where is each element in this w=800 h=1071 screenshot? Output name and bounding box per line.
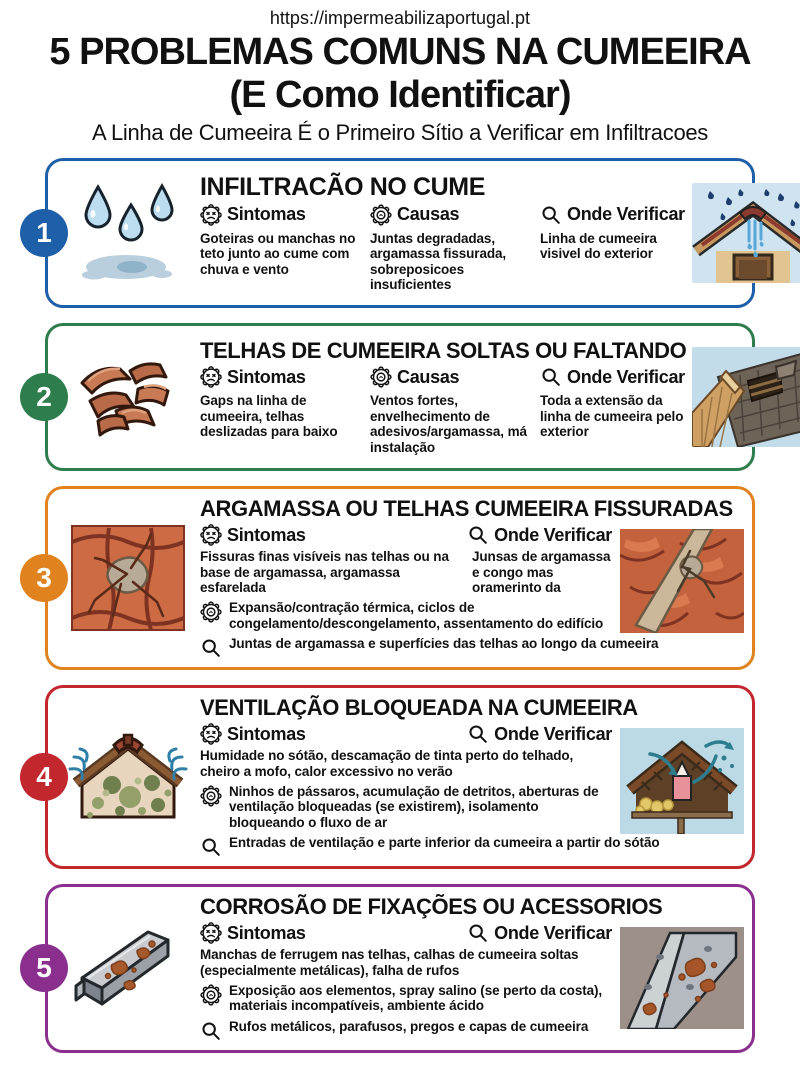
card-4 — [36, 685, 755, 869]
broken-tiles-illustration — [64, 345, 192, 449]
card-5-content — [192, 895, 744, 1042]
rusted-metal-illustration — [64, 916, 192, 1020]
card-2 — [36, 323, 755, 471]
number-badge: 1 — [20, 209, 68, 257]
rain-on-ridge-image — [692, 183, 800, 283]
number-badge: 2 — [20, 373, 68, 421]
magnifier-icon — [200, 637, 222, 659]
verificar-text: Rufos metálicos, parafusos, pregos e capas de cumeeira — [229, 1018, 589, 1034]
sintomas-text: Goteiras ou manchas no teto junto ao cume com chuva e vento — [200, 230, 356, 277]
card-2-content — [192, 339, 690, 455]
onde-text: Toda a extensão da linha de cumeeira pelo exterior — [540, 393, 684, 440]
gear-icon — [200, 984, 222, 1006]
page-subtitle: A Linha de Cumeeira É o Primeiro Sítio a Verificar em Infiltracoes — [91, 120, 709, 146]
card-3 — [36, 486, 755, 670]
sintomas-label: Sintomas — [227, 524, 306, 545]
attic-ventilation-image — [620, 728, 744, 834]
card-title: ARGAMASSA OU TELHAS CUMEEIRA FISSURADAS — [200, 496, 733, 522]
verificar-text: Juntas de argamassa e superfícies das telhas ao longo da cumeeira — [229, 636, 659, 652]
causas-column — [370, 204, 528, 293]
symptom-face-icon — [200, 524, 222, 546]
card-4-content — [192, 696, 744, 858]
sintomas-text: Manchas de ferrugem nas telhas, calhas de cumeeira soltas (especialmente metálicas), falha de rufos — [200, 947, 579, 978]
sintomas-label: Sintomas — [227, 204, 306, 225]
gear-icon — [370, 204, 392, 226]
verificar-text: Entradas de ventilação e parte inferior da cumeeira a partir do sótão — [229, 835, 660, 851]
magnifier-icon — [467, 922, 489, 944]
onde-label: Onde Verificar — [567, 204, 685, 225]
attic-mold-illustration — [64, 723, 192, 831]
card-3-content — [192, 497, 744, 659]
magnifier-icon — [467, 723, 489, 745]
card-title: TELHAS DE CUMEEIRA SOLTAS OU FALTANDO — [200, 338, 687, 364]
missing-tiles-roof-image — [692, 347, 800, 447]
site-url: https://impermeabilizaportugal.pt — [269, 8, 531, 28]
magnifier-icon — [540, 366, 562, 388]
symptom-face-icon — [200, 922, 222, 944]
water-drops-illustration — [64, 181, 192, 285]
onde-label: Onde Verificar — [494, 922, 612, 943]
card-title: VENTILAÇÃO BLOQUEADA NA CUMEEIRA — [200, 695, 638, 721]
page-title-line1: 5 PROBLEMAS COMUNS NA CUMEEIRA — [49, 31, 751, 73]
gear-icon — [200, 601, 222, 623]
sintomas-column — [200, 204, 358, 293]
causas-text: Juntas degradadas, argamassa fissurada, sobreposicoes insuficientes — [370, 230, 507, 293]
onde-column — [540, 366, 690, 455]
causas-label: Causas — [397, 204, 460, 225]
page-title-line2: (E Como Identificar) — [229, 73, 571, 116]
symptom-face-icon — [200, 366, 222, 388]
number-badge: 3 — [20, 554, 68, 602]
causas-column — [370, 366, 528, 455]
card-1-content — [192, 174, 690, 293]
symptom-face-icon — [200, 204, 222, 226]
sintomas-column — [200, 366, 358, 455]
gear-icon — [370, 366, 392, 388]
number-badge: 4 — [20, 753, 68, 801]
onde-label: Onde Verificar — [567, 366, 685, 387]
gear-icon — [200, 785, 222, 807]
sintomas-text: Fissuras finas visíveis nas telhas ou na base de argamassa, argamassa esfarelada — [200, 549, 449, 595]
onde-label: Onde Verificar — [494, 723, 612, 744]
card-1 — [36, 158, 755, 308]
cracked-ridge-mortar-image — [620, 529, 744, 633]
onde-label: Onde Verificar — [494, 524, 612, 545]
sintomas-text: Humidade no sótão, descamação de tinta perto do telhado, cheiro a mofo, calor excessivo no verão — [200, 748, 574, 779]
causas-text: Exposição aos elementos, spray salino (se perto da costa), materiais incompatíveis, ambiente ácido — [229, 982, 603, 1014]
causas-text: Ninhos de pássaros, acumulação de detritos, aberturas de ventilação bloqueadas (se existirem), isolamento bloqueando o fluxo de ar — [229, 783, 599, 830]
sintomas-label: Sintomas — [227, 366, 306, 387]
causas-label: Causas — [397, 366, 460, 387]
card-title: INFILTRACÃO NO CUME — [200, 172, 485, 201]
magnifier-icon — [467, 524, 489, 546]
number-badge: 5 — [20, 944, 68, 992]
page-title — [0, 31, 800, 116]
onde-column — [540, 204, 690, 293]
magnifier-icon — [200, 1020, 222, 1042]
sintomas-label: Sintomas — [227, 922, 306, 943]
sintomas-label: Sintomas — [227, 723, 306, 744]
causas-text: Ventos fortes, envelhecimento de adesivos/argamassa, má instalação — [370, 393, 527, 455]
corroded-flashing-image — [620, 927, 744, 1029]
symptom-face-icon — [200, 723, 222, 745]
card-5 — [36, 884, 755, 1053]
causas-text: Expansão/contração térmica, ciclos de congelamento/descongelamento, assentamento do edifício — [229, 600, 604, 631]
card-title: CORROSÃO DE FIXAÇÕES OU ACESSORIOS — [200, 894, 663, 920]
sintomas-text: Gaps na linha de cumeeira, telhas deslizadas para baixo — [200, 393, 338, 440]
onde-text: Linha de cumeeira visivel do exterior — [540, 230, 657, 262]
magnifier-icon — [200, 836, 222, 858]
onde-text: Junsas de argamassa e congo mas oramerinto da — [472, 549, 611, 595]
cracked-tile-illustration — [64, 522, 192, 634]
magnifier-icon — [540, 204, 562, 226]
